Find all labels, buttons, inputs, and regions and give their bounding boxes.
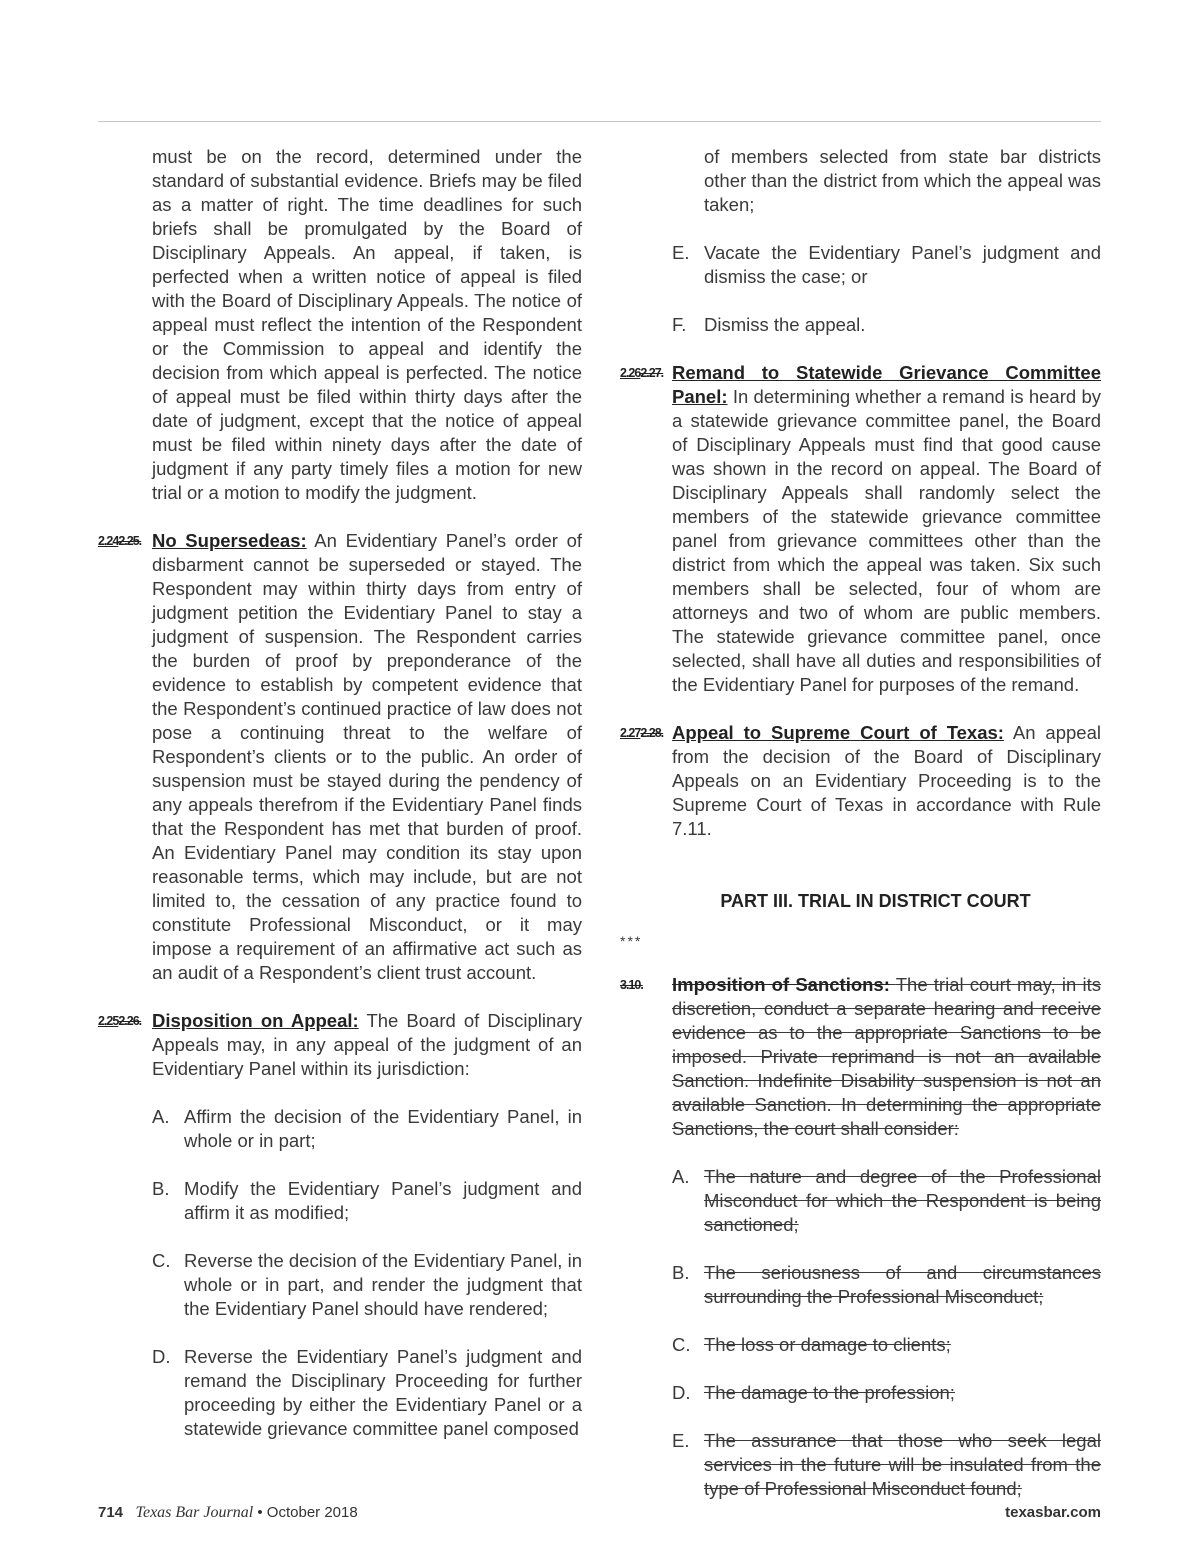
section-number: 2.272.28.	[620, 726, 664, 740]
section-text: The Board of Disciplinary Appeals may, in any appeal of the judgment of an Evidentiary Panel within its jurisdiction:	[152, 1010, 582, 1079]
page-number: 714	[98, 1504, 124, 1521]
footer-bullet: •	[257, 1504, 263, 1521]
section-text: In determining whether a remand is heard by a statewide grievance committee panel, the Board of Disciplinary Appeals must find that good cause was shown in the record on appeal. The Board of Disciplinary Appeals shall randomly select the members of the statewide grievance committee panel from grievance committees other than the district from which the appeal was taken. Six such members shall be selected, four of whom are attorneys and two of whom are public members. The statewide grievance committee panel, once selected, shall have all duties and responsibilities of the Evidentiary Panel for purposes of the remand.	[672, 386, 1101, 695]
left-column	[98, 145, 582, 1441]
continuation-paragraph: must be on the record, determined under the standard of substantial evidence. Briefs may be filed as a matter of right. The time deadlines for such briefs shall be promulgated by the Board of Disciplinary Appeals. An appeal, if taken, is perfected when a written notice of appeal is filed with the Board of Disciplinary Appeals. The notice of appeal must reflect the intention of the Respondent or the Commission to appeal and identify the decision from which appeal is perfected. The notice of appeal must be filed within thirty days after the date of judgment, except that the notice of appeal must be filed within ninety days after the date of judgment if any party timely files a motion for new trial or a motion to modify the judgment.	[152, 146, 582, 503]
list-item: B. The seriousness of and circumstances surrounding the Professional Misconduct;	[672, 1262, 1101, 1307]
header-rule	[98, 121, 1101, 122]
list-item: D. The damage to the profession;	[672, 1382, 955, 1403]
rule-3-10	[620, 973, 1101, 1141]
section-heading: Appeal to Supreme Court of Texas:	[672, 722, 1004, 743]
list-item: A. Affirm the decision of the Evidentiary Panel, in whole or in part;	[152, 1106, 582, 1151]
rule-2-24	[98, 529, 582, 985]
section-number: 2.252.26.	[98, 1014, 142, 1028]
section-number: 2.262.27.	[620, 366, 664, 380]
journal-name: Texas Bar Journal	[135, 1504, 254, 1521]
rule-2-25	[98, 1009, 582, 1081]
disposition-list	[152, 1081, 582, 1441]
list-item: A. The nature and degree of the Professional Misconduct for which the Respondent is being sanctioned;	[672, 1166, 1101, 1235]
list-item: B. Modify the Evidentiary Panel’s judgment and affirm it as modified;	[152, 1178, 582, 1223]
list-item: E. Vacate the Evidentiary Panel’s judgment and dismiss the case; or	[672, 242, 1101, 287]
section-number: 3.10.	[620, 978, 643, 992]
footer-site: texasbar.com	[1005, 1504, 1101, 1521]
sanctions-list	[672, 1141, 1101, 1501]
list-item: E. The assurance that those who seek legal services in the future will be insulated from the type of Professional Misconduct found;	[672, 1430, 1101, 1499]
section-heading: No Supersedeas:	[152, 530, 307, 551]
section-text: An Evidentiary Panel’s order of disbarment cannot be superseded or stayed. The Respondent may within thirty days from entry of judgment petition the Evidentiary Panel to stay a judgment of suspension. The Respondent carries the burden of proof by preponderance of the evidence to establish by competent evidence that the Respondent’s continued practice of law does not pose a continuing threat to the welfare of Respondent’s clients or to the public. An order of suspension must be stayed during the pendency of any appeals therefrom if the Evidentiary Panel finds that the Respondent has met that burden of proof. An Evidentiary Panel may condition its stay upon reasonable terms, which may include, but are not limited to, the cessation of any practice found to constitute Professional Misconduct, or it may impose a requirement of an affirmative act such as an audit of a Respondent’s client trust account.	[152, 530, 582, 983]
list-item: F. Dismiss the appeal.	[672, 314, 866, 335]
right-column	[620, 145, 1101, 1501]
section-text: An appeal from the decision of the Board of Disciplinary Appeals on an Evidentiary Proceeding is to the Supreme Court of Texas in accordance with Rule 7.11.	[672, 722, 1101, 839]
list-item: D. Reverse the Evidentiary Panel’s judgment and remand the Disciplinary Proceeding for further proceeding by either the Evidentiary Panel or a statewide grievance committee panel composed	[152, 1346, 582, 1439]
footer-left	[98, 1504, 358, 1522]
list-item: C. The loss or damage to clients;	[672, 1334, 951, 1355]
section-number: 2.242.25.	[98, 534, 142, 548]
section-heading: Remand to Statewide Grievance Committee Panel:	[672, 362, 1101, 407]
section-heading: Disposition on Appeal:	[152, 1010, 359, 1031]
continuation-text: of members selected from state bar districts other than the district from which the appeal was taken;	[704, 146, 1101, 215]
issue-date: October 2018	[266, 1504, 358, 1521]
section-text: The trial court may, in its discretion, conduct a separate hearing and receive evidence as to the appropriate Sanctions to be imposed. Private reprimand is not an available Sanction. Indefinite Disability suspension is not an available Sanction. In determining the appropriate Sanctions, the court shall consider:	[672, 974, 1101, 1139]
section-heading: Imposition of Sanctions:	[672, 974, 890, 995]
omission-marker: ***	[620, 933, 643, 949]
part-title: PART III. TRIAL IN DISTRICT COURT	[720, 891, 1031, 911]
rule-2-26	[620, 361, 1101, 697]
list-item: C. Reverse the decision of the Evidentiary Panel, in whole or in part, and render the judgment that the Evidentiary Panel should have rendered;	[152, 1250, 582, 1319]
rule-2-27	[620, 721, 1101, 841]
